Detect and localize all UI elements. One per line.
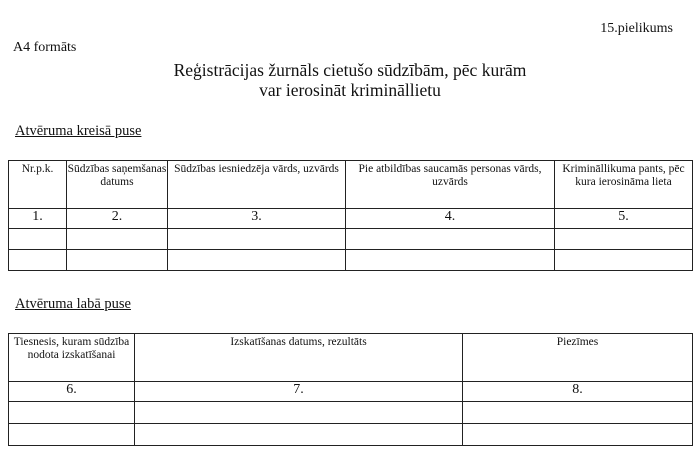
column-number: 5. <box>555 209 693 229</box>
title-line-1: Reģistrācijas žurnāls cietušo sūdzībām, pēc kurām <box>173 60 527 80</box>
column-header: Pie atbildības saucamās personas vārds, uzvārds <box>346 161 555 209</box>
empty-cell <box>555 250 693 271</box>
column-number: 6. <box>9 382 135 402</box>
format-label: A4 formāts <box>13 40 77 55</box>
empty-entry-row <box>9 424 693 446</box>
column-number: 1. <box>9 209 67 229</box>
empty-cell <box>67 229 168 250</box>
column-header: Tiesnesis, kuram sūdzība nodota izskatīšanai <box>9 334 135 382</box>
empty-cell <box>463 402 693 424</box>
column-header: Krimināllikuma pants, pēc kura ierosināma lieta <box>555 161 693 209</box>
column-number: 7. <box>135 382 463 402</box>
column-number-row <box>9 382 693 402</box>
header-row <box>9 334 693 382</box>
empty-cell <box>9 402 135 424</box>
empty-cell <box>346 250 555 271</box>
column-number: 3. <box>168 209 346 229</box>
empty-cell <box>135 402 463 424</box>
empty-cell <box>555 229 693 250</box>
column-header: Izskatīšanas datums, rezultāts <box>135 334 463 382</box>
appendix-label: 15.pielikums <box>600 21 673 36</box>
empty-cell <box>9 424 135 446</box>
empty-cell <box>9 250 67 271</box>
left-page-heading: Atvēruma kreisā puse <box>15 123 142 139</box>
right-page-heading: Atvēruma labā puse <box>15 296 131 312</box>
column-number: 4. <box>346 209 555 229</box>
empty-cell <box>346 229 555 250</box>
empty-cell <box>135 424 463 446</box>
empty-cell <box>9 229 67 250</box>
column-header: Sūdzības iesniedzēja vārds, uzvārds <box>168 161 346 209</box>
column-number: 8. <box>463 382 693 402</box>
title-line-2: var ierosināt krimināllietu <box>259 80 441 100</box>
document-title <box>0 60 700 100</box>
column-header: Nr.p.k. <box>9 161 67 209</box>
column-number: 2. <box>67 209 168 229</box>
empty-cell <box>463 424 693 446</box>
empty-entry-row <box>9 402 693 424</box>
column-header: Sūdzības saņemšanas datums <box>67 161 168 209</box>
left-page-table <box>8 160 693 271</box>
empty-cell <box>67 250 168 271</box>
empty-entry-row <box>9 250 693 271</box>
column-header: Piezīmes <box>463 334 693 382</box>
empty-cell <box>168 229 346 250</box>
header-row <box>9 161 693 209</box>
right-page-table <box>8 333 693 446</box>
column-number-row <box>9 209 693 229</box>
empty-entry-row <box>9 229 693 250</box>
empty-cell <box>168 250 346 271</box>
